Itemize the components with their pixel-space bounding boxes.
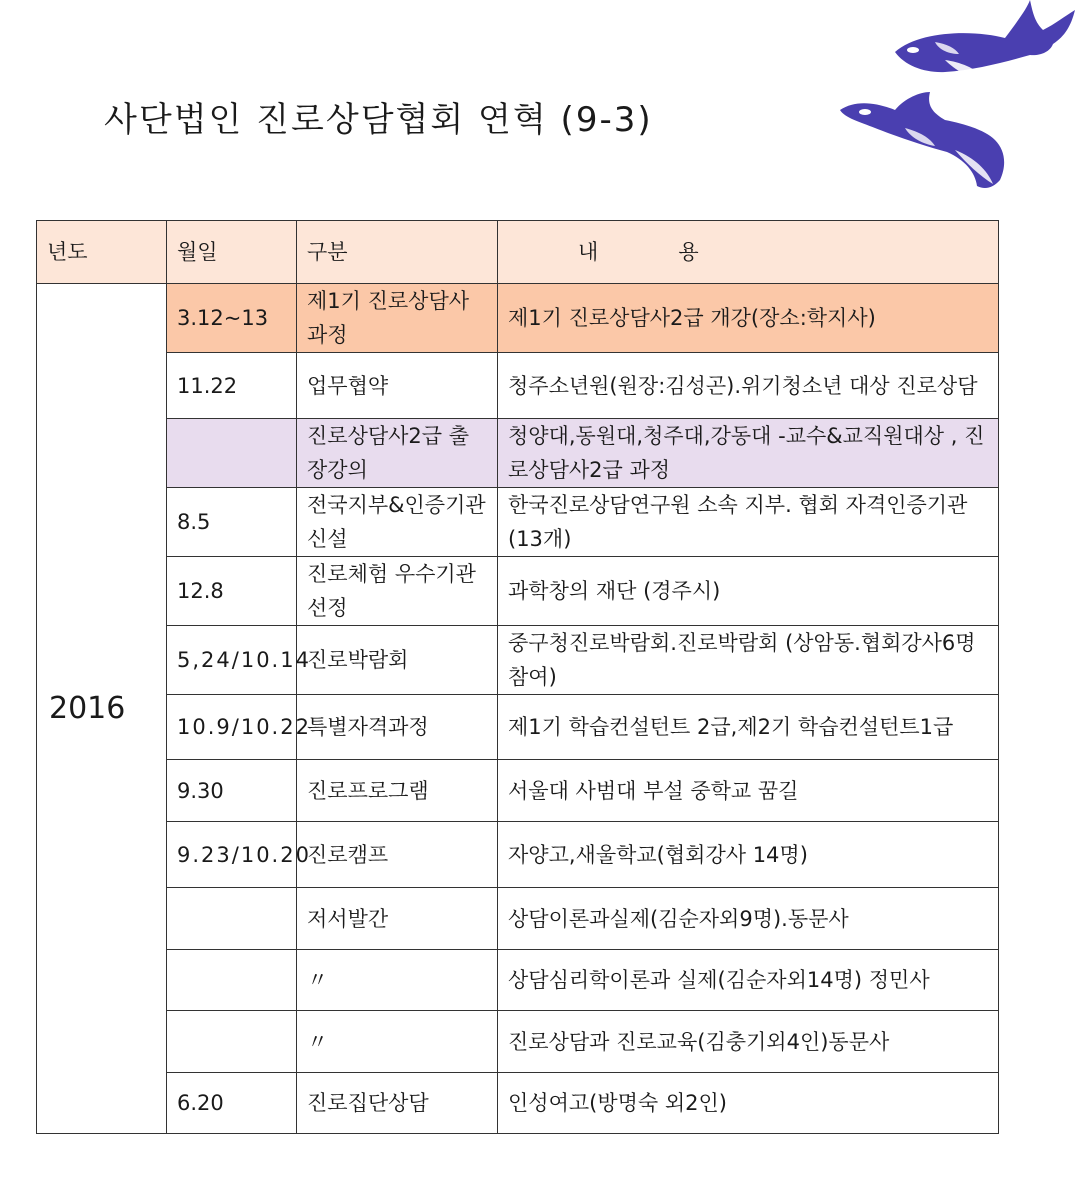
orca-whales-illustration <box>835 0 1080 200</box>
table-row <box>37 1011 999 1073</box>
table-row <box>37 419 999 488</box>
content-cell: 자양고,새울학교(협회강사 14명) <box>498 822 999 888</box>
header-content: 내 용 <box>498 221 999 284</box>
table-row <box>37 695 999 760</box>
category-cell: 진로체험 우수기관 선정 <box>297 557 498 626</box>
category-cell: 제1기 진로상담사 과정 <box>297 284 498 353</box>
content-cell: 과학창의 재단 (경주시) <box>498 557 999 626</box>
year-cell: 2016 <box>37 284 167 1134</box>
date-cell: 11.22 <box>167 353 297 419</box>
date-cell: 12.8 <box>167 557 297 626</box>
header-date: 월일 <box>167 221 297 284</box>
table-row <box>37 557 999 626</box>
history-table <box>36 220 999 1134</box>
content-cell: 중구청진로박람회.진로박람회 (상암동.협회강사6명 참여) <box>498 626 999 695</box>
date-cell <box>167 888 297 950</box>
category-cell: 저서발간 <box>297 888 498 950</box>
table-row <box>37 888 999 950</box>
category-cell: 특별자격과정 <box>297 695 498 760</box>
content-cell: 인성여고(방명숙 외2인) <box>498 1073 999 1134</box>
date-cell: 9.30 <box>167 760 297 822</box>
category-cell: 진로상담사2급 출장강의 <box>297 419 498 488</box>
date-cell: 9.23/10.20 <box>167 822 297 888</box>
category-cell: 전국지부&인증기관 신설 <box>297 488 498 557</box>
header-year: 년도 <box>37 221 167 284</box>
table-row <box>37 950 999 1011</box>
orca-whale-icon <box>895 0 1075 78</box>
category-cell: 진로박람회 <box>297 626 498 695</box>
content-cell: 서울대 사범대 부설 중학교 꿈길 <box>498 760 999 822</box>
date-cell: 8.5 <box>167 488 297 557</box>
content-cell: 청주소년원(원장:김성곤).위기청소년 대상 진로상담 <box>498 353 999 419</box>
table-row <box>37 822 999 888</box>
category-cell: 〃 <box>297 950 498 1011</box>
content-cell: 진로상담과 진로교육(김충기외4인)동문사 <box>498 1011 999 1073</box>
content-cell: 상담심리학이론과 실제(김순자외14명) 정민사 <box>498 950 999 1011</box>
table-row <box>37 626 999 695</box>
date-cell <box>167 950 297 1011</box>
date-cell: 5,24/10.14 <box>167 626 297 695</box>
content-cell: 한국진로상담연구원 소속 지부. 협회 자격인증기관(13개) <box>498 488 999 557</box>
page-title: 사단법인 진로상담협회 연혁 (9-3) <box>104 100 653 140</box>
date-cell: 3.12~13 <box>167 284 297 353</box>
category-cell: 업무협약 <box>297 353 498 419</box>
table-row <box>37 1073 999 1134</box>
orca-whale-icon <box>840 92 1004 188</box>
content-cell: 제1기 학습컨설턴트 2급,제2기 학습컨설턴트1급 <box>498 695 999 760</box>
content-cell: 상담이론과실제(김순자외9명).동문사 <box>498 888 999 950</box>
category-cell: 진로캠프 <box>297 822 498 888</box>
category-cell: 진로집단상담 <box>297 1073 498 1134</box>
table-row <box>37 353 999 419</box>
date-cell <box>167 1011 297 1073</box>
category-cell: 진로프로그램 <box>297 760 498 822</box>
table-header-row <box>37 221 999 284</box>
table-row <box>37 760 999 822</box>
table-row <box>37 488 999 557</box>
category-cell: 〃 <box>297 1011 498 1073</box>
content-cell: 제1기 진로상담사2급 개강(장소:학지사) <box>498 284 999 353</box>
date-cell <box>167 419 297 488</box>
date-cell: 6.20 <box>167 1073 297 1134</box>
table-row <box>37 284 999 353</box>
content-cell: 청양대,동원대,청주대,강동대 -교수&교직원대상 , 진로상담사2급 과정 <box>498 419 999 488</box>
header-category: 구분 <box>297 221 498 284</box>
date-cell: 10.9/10.22 <box>167 695 297 760</box>
